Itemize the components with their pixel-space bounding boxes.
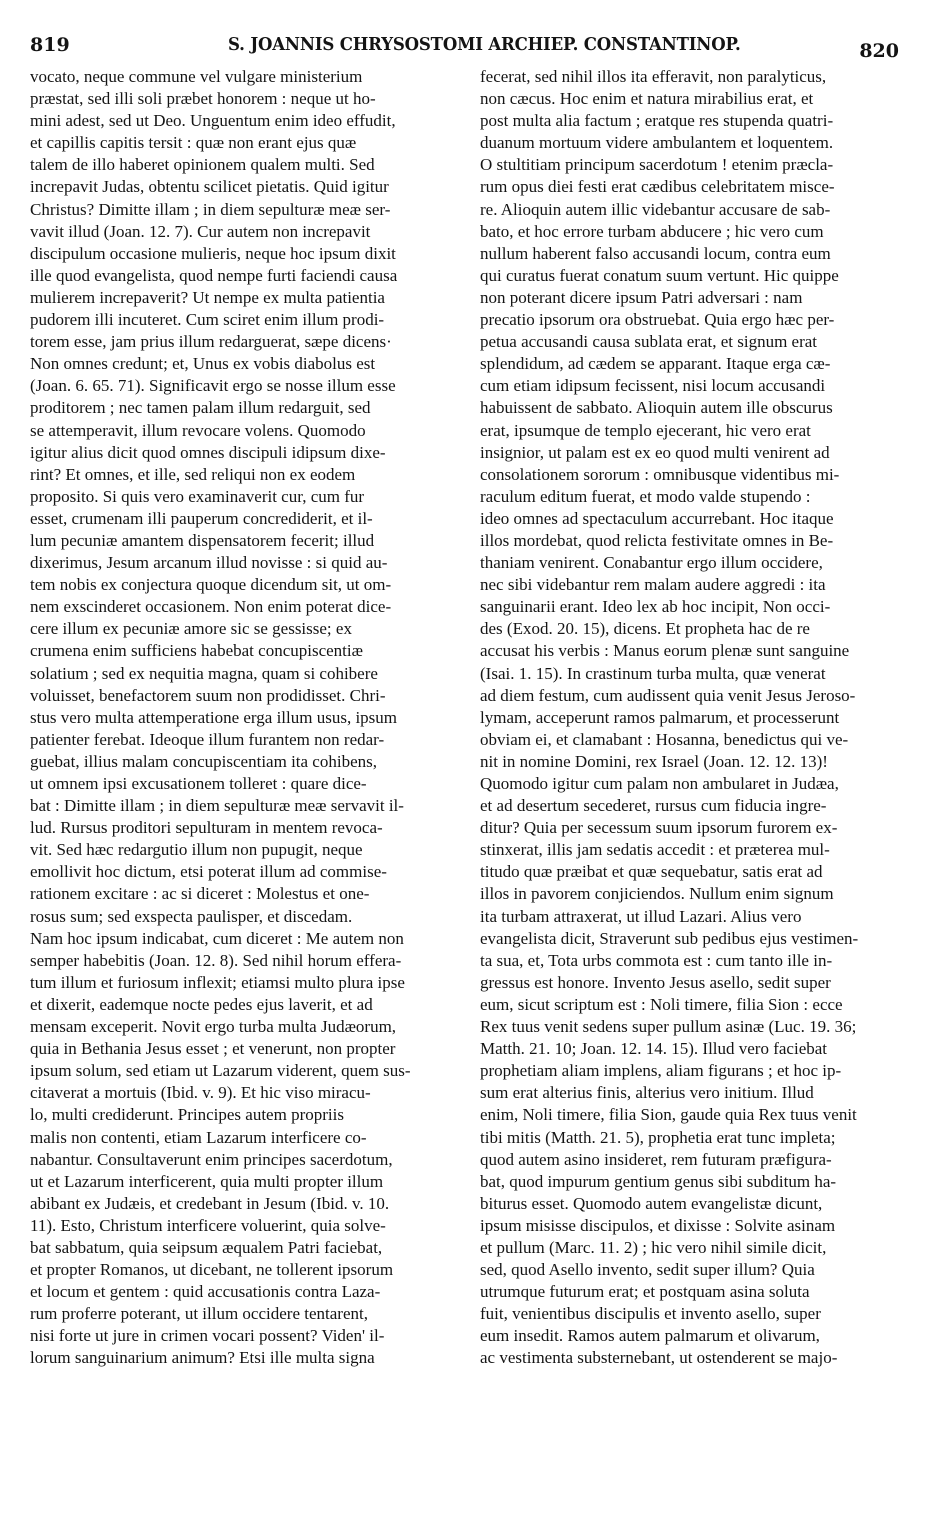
text-line: pudorem illi incuteret. Cum sciret enim illum prodi- xyxy=(30,310,385,330)
text-line: splendidum, ad cædem se apparant. Itaque erga cæ- xyxy=(480,354,831,374)
text-line: rum opus diei festi erat cædibus celebritatem misce- xyxy=(480,177,835,197)
text-line: utrumque futurum erat; et postquam asina soluta xyxy=(480,1282,810,1302)
text-line: esset, crumenam illi pauperum concrediderit, et il- xyxy=(30,508,373,528)
text-line: proposito. Si quis vero examinaverit cur, cum fur xyxy=(30,486,365,506)
text-line: Matth. 21. 10; Joan. 12. 14. 15). Illud vero faciebat xyxy=(480,1039,828,1059)
text-line: (Joan. 6. 65. 71). Significavit ergo se nosse illum esse xyxy=(30,376,396,396)
text-line: torem esse, jam prius illum redarguerat, sæpe dicens· xyxy=(30,332,392,352)
text-line: citaverat a mortuis (Ibid. v. 9). Et hic viso miracu- xyxy=(30,1083,371,1103)
text-line: cere illum ex pecuniæ amore sic se gessisse; ex xyxy=(30,619,352,639)
text-line: malis non contenti, etiam Lazarum interficere co- xyxy=(30,1127,367,1147)
text-line: precatio ipsorum ora obstruebat. Quia ergo hæc per- xyxy=(480,310,835,330)
text-line: bat, quod impurum gentium genus sibi subditum ha- xyxy=(480,1171,837,1191)
text-line: Non omnes credunt; et, Unus ex vobis diabolus est xyxy=(30,354,376,374)
text-line: Quomodo igitur cum palam non ambularet in Judæa, xyxy=(480,774,839,793)
text-line: mensam exceperit. Novit ergo turba multa Judæorum, xyxy=(30,1017,397,1037)
text-line: Nam hoc ipsum indicabat, cum diceret : Me autem non xyxy=(30,928,404,948)
text-line: ille quod evangelista, quod nempe furti faciendi causa xyxy=(30,265,398,285)
text-line: ta sua, et, Tota urbs commota est : cum tanto ille in- xyxy=(480,950,833,970)
text-line: titudo quæ præibat et quæ sequebatur, satis erat ad xyxy=(480,862,823,882)
text-line: ipsum solum, sed etiam ut Lazarum viderent, quem sus- xyxy=(30,1061,411,1081)
text-line: rint? Et omnes, et ille, sed reliqui non ex eodem xyxy=(30,464,356,484)
text-line: abibant ex Judæis, et credebant in Jesum (Ibid. v. 10. xyxy=(30,1193,390,1213)
text-line: vit. Sed hæc redargutio illum non pupugit, neque xyxy=(30,840,363,860)
text-line: O stultitiam principum sacerdotum ! etenim præcla- xyxy=(480,155,834,175)
text-line: qui curatus fuerat conatum suum vertunt. Hic quippe xyxy=(480,265,839,285)
page-number-left: 819 xyxy=(30,34,70,56)
text-line: re. Alioquin autem illic videbantur accusare de sab- xyxy=(480,199,831,219)
text-line: petua accusandi causa sublata erat, et signum erat xyxy=(480,332,818,352)
text-line: nullum haberent falso accusandi locum, contra eum xyxy=(480,243,831,263)
running-header xyxy=(0,30,937,64)
text-line: stus vero multa attemperatione erga illum usus, ipsum xyxy=(30,707,398,727)
text-line: fecerat, sed nihil illos ita efferavit, non paralyticus, xyxy=(480,67,827,86)
text-line: non poterant dicere ipsum Patri adversari : nam xyxy=(480,287,803,307)
text-line: fuit, venientibus discipulis et invento asello, super xyxy=(480,1304,821,1324)
text-line: (Isai. 1. 15). In crastinum turba multa, quæ venerat xyxy=(480,663,826,683)
text-line: ipsum misisse discipulos, et dixisse : Solvite asinam xyxy=(480,1215,836,1235)
text-line: ut et Lazarum interficerent, quia multi propter illum xyxy=(30,1171,384,1191)
text-line: illos mordebat, quod relicta festivitate omnes in Be- xyxy=(480,530,834,550)
text-line: sanguinarii erant. Ideo lex ab hoc incipit, Non occi- xyxy=(480,597,831,617)
text-line: lo, multi crediderunt. Principes autem propriis xyxy=(30,1105,344,1125)
text-line: insignior, ut palam est ex eo quod multi venirent ad xyxy=(480,442,830,462)
text-line: thaniam venirent. Conabantur ergo illum occidere, xyxy=(480,553,823,573)
text-line: ideo omnes ad spectaculum accurrebant. Hoc itaque xyxy=(480,508,834,528)
text-line: eum, sicut scriptum est : Noli timere, filia Sion : ecce xyxy=(480,994,843,1014)
text-line: duanum mortuum videre ambulantem et loquentem. xyxy=(480,133,834,153)
text-line: quia in Bethania Jesus esset ; et venerunt, non propter xyxy=(30,1039,396,1059)
text-line: mulierem increpaverit? Ut nempe ex multa patientia xyxy=(30,287,385,307)
text-line: ac vestimenta substernebant, ut ostenderent se majo- xyxy=(480,1348,838,1368)
text-line: enim, Noli timere, filia Sion, gaude quia Rex tuus venit xyxy=(480,1105,857,1125)
text-line: nabantur. Consultaverunt enim principes sacerdotum, xyxy=(30,1149,393,1169)
text-line: tibi mitis (Matth. 21. 5), prophetia erat tunc impleta; xyxy=(480,1127,836,1147)
text-line: vavit illud (Joan. 12. 7). Cur autem non increpavit xyxy=(30,221,371,241)
text-line: crumena enim sufficiens habebat concupiscentiæ xyxy=(30,641,363,661)
text-line: biturus esset. Quomodo autem evangelistæ dicunt, xyxy=(480,1193,823,1213)
text-line: sed, quod Asello invento, sedit super illum? Quia xyxy=(480,1260,815,1280)
text-line: quod autem asino insideret, rem futuram præfigura- xyxy=(480,1149,832,1169)
text-line: obviam ei, et clamabant : Hosanna, benedictus qui ve- xyxy=(480,729,849,749)
text-line: Rex tuus venit sedens super pullum asinæ (Luc. 19. 36; xyxy=(480,1017,857,1037)
text-line: bato, et hoc errore turbam abducere ; hic vero cum xyxy=(480,221,824,241)
text-line: patienter ferebat. Ideoque illum furantem non redar- xyxy=(30,729,385,749)
text-line: raculum editum fuerat, et modo valde stupendo : xyxy=(480,486,811,506)
text-line: ditur? Quia per secessum suum ipsorum furorem ex- xyxy=(480,818,838,838)
text-line: ita turbam attraxerat, ut illud Lazari. Alius vero xyxy=(480,906,802,926)
text-line: et ad desertum secederet, rursus cum fiducia ingre- xyxy=(480,796,827,816)
running-title: S. JOANNIS CHRYSOSTOMI ARCHIEP. CONSTANTINOP. xyxy=(228,34,741,55)
text-line: sum erat alterius finis, alterius vero initium. Illud xyxy=(480,1083,814,1103)
text-line: Christus? Dimitte illam ; in diem sepulturæ meæ ser- xyxy=(30,199,391,219)
text-line: bat sabbatum, quia seipsum æqualem Patri faciebat, xyxy=(30,1237,383,1257)
page-number-right: 820 xyxy=(859,40,899,62)
text-line: evangelista dicit, Straverunt sub pedibus ejus vestimen- xyxy=(480,928,859,948)
text-line: illos in pavorem conjiciendos. Nullum enim signum xyxy=(480,884,834,904)
text-line: 11). Esto, Christum interficere voluerint, quia solve- xyxy=(30,1215,386,1235)
text-line: nec sibi videbantur rem malam audere aggredi : ita xyxy=(480,575,826,595)
text-line: dixerimus, Jesum arcanum illud novisse : si quid au- xyxy=(30,553,388,573)
text-line: voluisset, benefactorem suum non prodidisset. Chri- xyxy=(30,685,386,705)
right-text-column xyxy=(480,66,902,1370)
text-line: post multa alia factum ; eratque res stupenda quatri- xyxy=(480,111,834,131)
text-line: præstat, sed illi soli præbet honorem : neque ut ho- xyxy=(30,89,376,109)
text-line: non cæcus. Hoc enim et natura mirabilius erat, et xyxy=(480,89,814,109)
text-line: talem de illo haberet opinionem qualem multi. Sed xyxy=(30,155,375,175)
text-line: cum etiam idipsum fecissent, nisi locum accusandi xyxy=(480,376,826,396)
text-line: se attemperavit, illum revocare volens. Quomodo xyxy=(30,420,366,440)
text-line: erat, ipsumque de templo ejecerant, hic vero erat xyxy=(480,420,811,440)
text-line: guebat, illius malam concupiscentiam ita cohibens, xyxy=(30,751,377,771)
text-line: semper habebitis (Joan. 12. 8). Sed nihil horum effera- xyxy=(30,950,402,970)
text-line: nem exscinderet occasionem. Non enim poterat dice- xyxy=(30,597,392,617)
text-line: ad diem festum, cum audissent quia venit Jesus Jeroso- xyxy=(480,685,856,705)
text-line: consolationem sororum : omnibusque videntibus mi- xyxy=(480,464,840,484)
text-line: igitur alius dicit quod omnes discipuli idipsum dixe- xyxy=(30,442,386,462)
text-line: prophetiam aliam implens, aliam figurans ; et hoc ip- xyxy=(480,1061,842,1081)
text-line: rationem excitare : ac si diceret : Molestus et one- xyxy=(30,884,370,904)
text-line: nit in nomine Domini, rex Israel (Joan. 12. 12. 13)! xyxy=(480,751,828,771)
text-line: lum pecuniæ amantem dispensatorem fecerit; illud xyxy=(30,530,375,550)
text-line: nisi forte ut jure in crimen vocari possent? Viden' il- xyxy=(30,1326,385,1346)
text-line: et capillis capitis tersit : quæ non erant ejus quæ xyxy=(30,133,357,153)
text-line: ut omnem ipsi excusationem tolleret : quare dice- xyxy=(30,774,367,793)
text-line: mini adest, sed ut Deo. Unguentum enim ideo effudit, xyxy=(30,111,396,131)
text-line: stinxerat, illis jam sedatis accedit : et præterea mul- xyxy=(480,840,830,860)
text-line: rosus sum; sed exspecta paulisper, et discedam. xyxy=(30,906,353,926)
text-line: increpavit Judas, obtentu scilicet pietatis. Quid igitur xyxy=(30,177,389,197)
text-line: vocato, neque commune vel vulgare ministerium xyxy=(30,67,363,86)
text-line: bat : Dimitte illam ; in diem sepulturæ meæ servavit il- xyxy=(30,796,404,816)
text-line: accusat his verbis : Manus eorum plenæ sunt sanguine xyxy=(480,641,850,661)
left-text-column xyxy=(30,66,450,1370)
text-line: et locum et gentem : quid accusationis contra Laza- xyxy=(30,1282,381,1302)
text-line: rum proferre poterant, ut illum occidere tentarent, xyxy=(30,1304,368,1324)
text-line: tem nobis ex conjectura quoque dicendum sit, ut om- xyxy=(30,575,392,595)
text-line: tum illum et furiosum inflexit; etiamsi multo plura ipse xyxy=(30,972,405,992)
text-line: et pullum (Marc. 11. 2) ; hic vero nihil simile dicit, xyxy=(480,1237,827,1257)
text-line: lymam, acceperunt ramos palmarum, et processerunt xyxy=(480,707,840,727)
text-line: lorum sanguinarium animum? Etsi ille multa signa xyxy=(30,1348,375,1368)
text-line: solatium ; sed ex nequitia magna, quam si cohibere xyxy=(30,663,378,683)
text-line: emollivit hoc dictum, etsi poterat illum ad commise- xyxy=(30,862,387,882)
text-line: des (Exod. 20. 15), dicens. Et propheta hac de re xyxy=(480,619,810,639)
text-line: et dixerit, eademque nocte pedes ejus laverit, et ad xyxy=(30,994,373,1014)
text-line: habuissent de sabbato. Alioquin autem ille obscurus xyxy=(480,398,833,418)
text-line: eum insedit. Ramos autem palmarum et olivarum, xyxy=(480,1326,820,1346)
text-line: discipulum occasione mulieris, neque hoc ipsum dixit xyxy=(30,243,396,263)
text-line: gressus est honore. Invento Jesus asello, sedit super xyxy=(480,972,831,992)
text-line: lud. Rursus proditori sepulturam in mentem revoca- xyxy=(30,818,383,838)
text-line: et propter Romanos, ut dicebant, ne tollerent ipsorum xyxy=(30,1260,394,1280)
text-line: proditorem ; nec tamen palam illum redarguit, sed xyxy=(30,398,371,418)
